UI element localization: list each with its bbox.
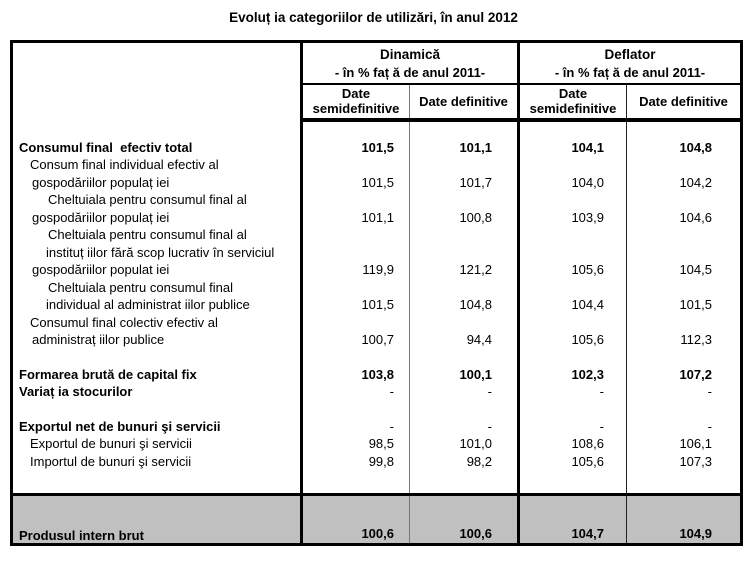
data-table	[10, 40, 743, 546]
group-title: Deflator	[604, 46, 656, 62]
row-value: 101,5	[302, 139, 410, 157]
spacer-cell	[410, 401, 519, 418]
row-value: 104,2	[679, 174, 712, 190]
spacer-row	[12, 349, 742, 366]
spacer-cell	[302, 120, 410, 139]
row-value: 100,7	[302, 314, 410, 349]
row-value: -	[302, 418, 410, 436]
column-header: Date semidefinitive	[519, 84, 627, 120]
row-value: 104,8	[679, 139, 712, 155]
row-value: 98,5	[302, 435, 410, 453]
row-label-line: Consumul final colectiv efectiv al	[30, 314, 218, 330]
spacer-cell	[302, 401, 410, 418]
table-header	[12, 42, 742, 120]
row-value: -	[410, 418, 519, 436]
row-value: -	[707, 418, 712, 434]
row-label-line: Exportul net de bunuri şi servicii	[19, 418, 221, 434]
spacer-cell	[302, 349, 410, 366]
table-footer	[12, 494, 742, 544]
row-value: -	[410, 383, 519, 401]
row-value: 105,6	[519, 226, 627, 279]
row-value: 101,5	[302, 156, 410, 191]
header-group-deflator	[519, 42, 742, 84]
spacer-cell	[519, 401, 627, 418]
spacer-row	[12, 470, 742, 494]
row-value: 102,3	[519, 366, 627, 384]
row-value: 101,1	[302, 191, 410, 226]
row-label-line: instituț iilor fără scop lucrativ în serviciul	[46, 244, 275, 260]
row-value: -	[302, 383, 410, 401]
row-label	[12, 453, 302, 471]
row-value: 104,8	[410, 279, 519, 314]
row-value: 112,3	[680, 332, 712, 347]
row-value: 101,5	[302, 279, 410, 314]
gdp-value: 100,6	[410, 494, 519, 544]
row-label	[12, 226, 302, 279]
row-value: 119,9	[302, 226, 410, 279]
row-value: -	[519, 418, 627, 436]
group-header-row	[12, 42, 742, 84]
gdp-row	[12, 494, 742, 544]
column-header: Date definitive	[627, 84, 742, 120]
row-label	[12, 191, 302, 226]
header-group-dinamica	[302, 42, 519, 84]
page-title: Evoluț ia categoriilor de utilizări, în anul 2012	[229, 10, 518, 25]
row-value: -	[707, 384, 712, 399]
row-value: 98,2	[410, 453, 519, 471]
row-label	[12, 279, 302, 314]
row-label-line: individual al administrat iilor publice	[46, 297, 250, 312]
row-label	[12, 383, 302, 401]
row-value: 106,1	[679, 436, 712, 451]
gdp-value: 100,6	[302, 494, 410, 544]
row-label-line: gospodăriilor populaț iei	[32, 209, 170, 225]
row-label	[12, 314, 302, 349]
row-value: 104,6	[679, 209, 712, 225]
row-label-line: Cheltuiala pentru consumul final al	[48, 192, 247, 207]
row-label-line: Consum final individual efectiv al	[30, 157, 219, 172]
spacer-cell	[410, 470, 519, 494]
row-value: 101,5	[679, 297, 712, 312]
row-label	[12, 435, 302, 453]
table-row	[12, 435, 742, 453]
group-subtitle: - în % faț ă de anul 2011-	[334, 64, 486, 80]
spacer-cell	[302, 470, 410, 494]
table-row	[12, 383, 742, 401]
table-body	[12, 120, 742, 495]
row-value: 121,2	[410, 226, 519, 279]
row-value: -	[519, 383, 627, 401]
spacer-cell	[627, 120, 742, 139]
row-value: 104,0	[519, 156, 627, 191]
row-label-line: administraț iilor publice	[32, 332, 165, 347]
row-value: 107,2	[679, 366, 712, 382]
table-row	[12, 366, 742, 384]
row-value: 104,1	[519, 139, 627, 157]
row-value: 94,4	[410, 314, 519, 349]
row-value: 104,4	[519, 279, 627, 314]
spacer-cell	[519, 470, 627, 494]
spacer-cell	[12, 470, 302, 494]
group-title: Dinamică	[379, 46, 441, 62]
column-header: Date definitive	[410, 84, 519, 120]
row-value: 100,8	[410, 191, 519, 226]
gdp-label: Produsul intern brut	[12, 494, 302, 544]
table-row	[12, 453, 742, 471]
table-row	[12, 139, 742, 157]
spacer-row	[12, 120, 742, 139]
row-label	[12, 139, 302, 157]
spacer-cell	[410, 349, 519, 366]
row-label	[12, 366, 302, 384]
spacer-cell	[410, 120, 519, 139]
row-value: 108,6	[519, 435, 627, 453]
table-row	[12, 226, 742, 279]
spacer-cell	[12, 120, 302, 139]
table-row	[12, 314, 742, 349]
row-value: 101,0	[410, 435, 519, 453]
row-label-line: gospodăriilor populat iei	[32, 262, 170, 277]
table-row	[12, 418, 742, 436]
gdp-value: 104,7	[519, 494, 627, 544]
spacer-cell	[627, 470, 742, 494]
spacer-cell	[519, 349, 627, 366]
row-value: 104,5	[679, 262, 712, 277]
spacer-cell	[12, 349, 302, 366]
row-value: 103,9	[519, 191, 627, 226]
table-row	[12, 156, 742, 191]
table-row	[12, 279, 742, 314]
row-label-line: Exportul de bunuri şi servicii	[30, 436, 192, 451]
column-header: Date semidefinitive	[302, 84, 410, 120]
row-label-line: Cheltuiala pentru consumul final	[48, 279, 233, 295]
spacer-cell	[627, 401, 742, 418]
row-value: 105,6	[519, 453, 627, 471]
row-label-line: Consumul final efectiv total	[19, 139, 193, 155]
group-subtitle: - în % faț ă de anul 2011-	[554, 64, 706, 80]
spacer-cell	[519, 120, 627, 139]
row-label	[12, 156, 302, 191]
row-value: 101,7	[410, 156, 519, 191]
spacer-cell	[12, 401, 302, 418]
header-empty-cell	[12, 42, 302, 120]
row-label-line: Cheltuiala pentru consumul final al	[48, 227, 247, 242]
row-label-line: gospodăriilor populaț iei	[32, 174, 170, 190]
row-value: 101,1	[410, 139, 519, 157]
spacer-cell	[627, 349, 742, 366]
gdp-value: 104,9	[627, 494, 742, 544]
row-value: 99,8	[302, 453, 410, 471]
spacer-row	[12, 401, 742, 418]
table-row	[12, 191, 742, 226]
row-value: 103,8	[302, 366, 410, 384]
row-value: 105,6	[519, 314, 627, 349]
row-value: 107,3	[679, 453, 712, 469]
row-label-line: Importul de bunuri şi servicii	[30, 453, 192, 469]
row-label-line: Formarea brută de capital fix	[19, 366, 197, 382]
row-label	[12, 418, 302, 436]
row-label-line: Variaț ia stocurilor	[19, 384, 133, 399]
row-value: 100,1	[410, 366, 519, 384]
